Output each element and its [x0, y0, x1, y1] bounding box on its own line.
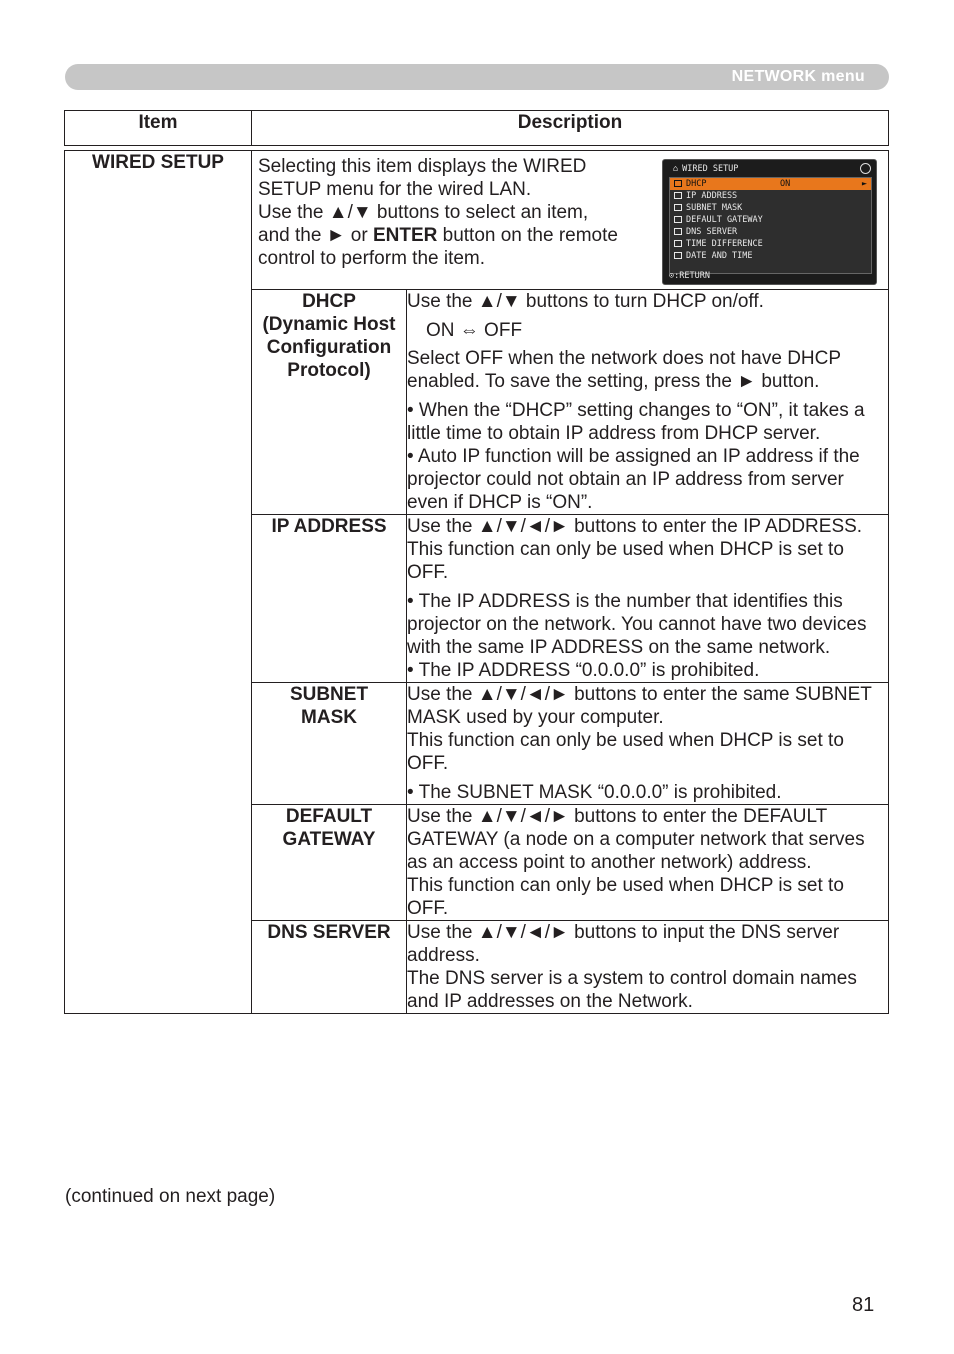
subitem-label: DEFAULT — [285, 806, 373, 827]
osd-item-label: DEFAULT GATEWAY — [686, 215, 763, 225]
intro-line — [258, 224, 650, 247]
description-text: Use the ▲/▼ buttons to turn DHCP on/off. — [407, 291, 764, 312]
osd-item-value: ON — [780, 179, 791, 189]
description-text: This function can only be used when DHCP is set to OFF. — [407, 875, 844, 919]
subitem-dns-server: DNS SERVER — [252, 921, 407, 1014]
subitem-ip-address: IP ADDRESS — [252, 515, 407, 683]
osd-item-label: DHCP — [686, 179, 707, 189]
description-text: This function can only be used when DHCP is set to OFF. — [407, 730, 844, 774]
network-icon: ⌂ — [673, 164, 679, 174]
intro-text-part: and the ► or — [258, 225, 373, 246]
osd-title-text: WIRED SETUP — [682, 164, 739, 174]
osd-item-label: IP ADDRESS — [686, 191, 738, 201]
osd-settings-icon — [860, 163, 871, 174]
osd-item-label: DATE AND TIME — [686, 251, 753, 261]
osd-item-default-gateway — [670, 214, 871, 226]
description-text: • Auto IP function will be assigned an IP address if the projector could not obtain an IP address from server even if DHCP is “ON”. — [407, 446, 860, 513]
intro-line: Use the ▲/▼ buttons to select an item, — [258, 202, 589, 223]
subitem-label: (Dynamic Host — [262, 314, 396, 335]
osd-item-subnet-mask — [670, 202, 871, 214]
column-header-item: Item — [65, 111, 252, 146]
subitem-label: GATEWAY — [282, 829, 376, 850]
subitem-label: Protocol) — [287, 360, 371, 381]
table-row-intro — [65, 151, 889, 290]
subitem-label: SUBNET — [289, 684, 369, 705]
intro-cell — [252, 151, 889, 290]
description-text: Use the ▲/▼/◄/► buttons to enter the IP ADDRESS. — [407, 516, 863, 537]
osd-item-time-difference — [670, 238, 871, 250]
osd-item-label: SUBNET MASK — [686, 203, 743, 213]
gateway-icon — [674, 216, 682, 223]
description-text: Use the ▲/▼/◄/► buttons to input the DNS server address. — [407, 922, 840, 966]
osd-item-dns-server — [670, 226, 871, 238]
osd-item-label: TIME DIFFERENCE — [686, 239, 763, 249]
description-text: Use the ▲/▼/◄/► buttons to enter the DEFAULT GATEWAY (a node on a computer network that serves as an access point to another network) address. — [407, 806, 865, 873]
description-text: • The SUBNET MASK “0.0.0.0” is prohibited. — [407, 782, 782, 803]
description-dns-server — [407, 921, 889, 1014]
osd-item-ip-address — [670, 190, 871, 202]
intro-line: SETUP menu for the wired LAN. — [258, 179, 532, 200]
description-text: Use the ▲/▼/◄/► buttons to enter the same SUBNET MASK used by your computer. — [407, 684, 872, 728]
description-text: The DNS server is a system to control domain names and IP addresses on the Network. — [407, 968, 857, 1012]
description-text: • The IP ADDRESS “0.0.0.0” is prohibited. — [407, 660, 760, 681]
arrow-right-icon: ► — [861, 179, 867, 189]
dns-server-icon — [674, 228, 682, 235]
osd-title — [669, 163, 738, 176]
clock-icon — [674, 240, 682, 247]
subitem-dhcp — [252, 290, 407, 515]
description-text: ON ⇔ OFF — [426, 320, 523, 341]
ip-address-icon — [674, 192, 682, 199]
section-title: NETWORK menu — [731, 68, 865, 85]
description-text: • The IP ADDRESS is the number that identifies this projector on the network. You cannot have two devices with the same IP ADDRESS on the same network. — [407, 591, 867, 658]
intro-text-part: button on the remote — [437, 225, 618, 246]
section-header-bar — [65, 64, 889, 90]
description-text: • When the “DHCP” setting changes to “ON”, it takes a little time to obtain IP address from DHCP server. — [407, 400, 865, 444]
subitem-label: MASK — [301, 707, 357, 728]
network-menu-table — [64, 110, 889, 1014]
description-ip-address — [407, 515, 889, 683]
intro-line: control to perform the item. — [258, 248, 486, 269]
osd-footer-return: ⊙:RETURN — [669, 271, 710, 281]
subitem-subnet-mask — [252, 683, 407, 805]
osd-item-dhcp — [670, 178, 871, 190]
description-default-gateway — [407, 805, 889, 921]
intro-text — [258, 155, 650, 270]
continued-note: (continued on next page) — [65, 1186, 276, 1207]
subnet-mask-icon — [674, 204, 682, 211]
subitem-default-gateway — [252, 805, 407, 921]
subitem-label: Configuration — [266, 337, 392, 358]
description-subnet-mask — [407, 683, 889, 805]
item-wired-setup: WIRED SETUP — [65, 151, 252, 1014]
osd-item-label: DNS SERVER — [686, 227, 738, 237]
column-header-description: Description — [252, 111, 889, 146]
intro-line: Selecting this item displays the WIRED — [258, 156, 587, 177]
wired-setup-osd-screenshot — [662, 159, 877, 285]
description-dhcp — [407, 290, 889, 515]
osd-item-date-and-time — [670, 250, 871, 262]
description-text: Select OFF when the network does not have DHCP enabled. To save the setting, press the ► button. — [407, 348, 841, 392]
dhcp-icon — [674, 180, 682, 187]
description-text: This function can only be used when DHCP is set to OFF. — [407, 539, 844, 583]
osd-menu-list — [669, 177, 872, 274]
calendar-icon — [674, 252, 682, 259]
page-number: 81 — [852, 1294, 875, 1316]
enter-keyword: ENTER — [372, 225, 438, 246]
subitem-label: DHCP — [302, 291, 356, 312]
table-header-row — [65, 111, 889, 146]
